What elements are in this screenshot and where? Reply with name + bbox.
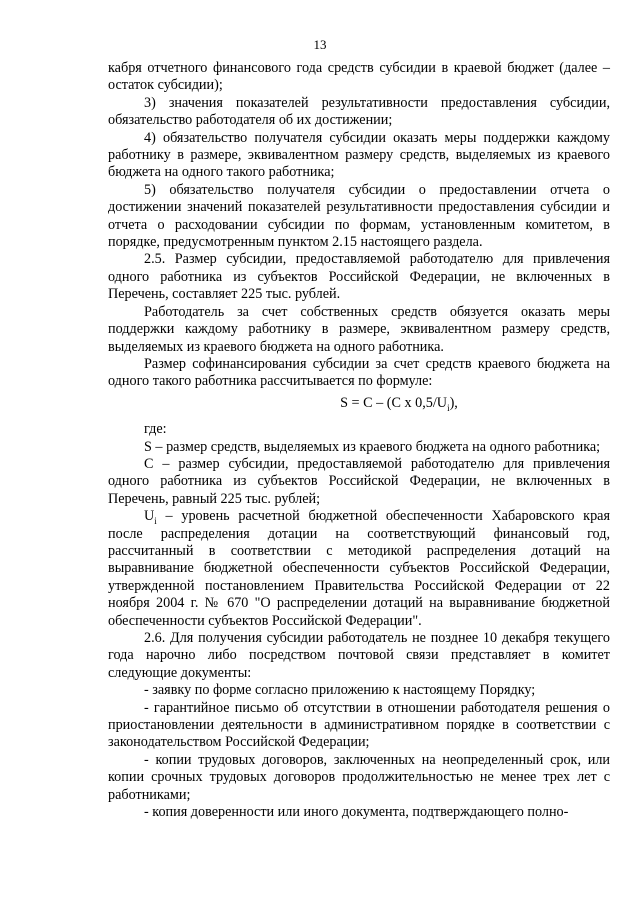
formula-main: S = C – (C x 0,5/U [340,394,448,411]
paragraph-item-3: 3) значения показателей результативности предоставления субсидии, обязательство работодателя об их достижении; [108,94,610,129]
definition-u-text: – уровень расчетной бюджетной обеспеченности Хабаровского края после распределения дотации на соответствующий финансовый год, рассчитанный в соответствии с методикой распределения дотаций на выравнивание бюджетной обеспеченности субъектов Российской Федерации, утвержденной постановлением Правительства Российской Федерации от 22 ноября 2004 г. № 670 "О распределении дотаций на выравнивание бюджетной обеспеченности субъектов Российской Федерации". [108,508,610,629]
definition-u-subscript: i [154,515,157,526]
definition-c: С – размер субсидии, предоставляемой работодателю для привлечения одного работника из субъектов Российской Федерации, не включенных в Перечень, равный 225 тыс. рублей; [108,455,610,507]
paragraph-2-6: 2.6. Для получения субсидии работодатель не позднее 10 декабря текущего года нарочно либо посредством почтовой связи представляет в комитет следующие документы: [108,630,610,681]
definition-u [108,508,610,630]
document-item-power-of-attorney: - копия доверенности или иного документа, подтверждающего полно- [144,804,569,821]
paragraph-employer-obligation: Работодатель за счет собственных средств обязуется оказать меры поддержки каждому работнику в размере, эквивалентном размеру средств, выделяемых из краевого бюджета на одного работника. [108,303,610,355]
document-body [108,60,610,821]
document-item-application: - заявку по форме согласно приложению к настоящему Порядку; [144,682,536,699]
paragraph-item-5: 5) обязательство получателя субсидии о предоставлении отчета о достижении значений показателей результативности предоставления субсидии и отчета о расходовании субсидии по формам, установленным комитетом, в порядке, предусмотренным пунктом 2.15 настоящего раздела. [108,181,610,251]
formula-tail: ), [449,394,458,411]
page-number: 13 [313,37,327,52]
definition-s: S – размер средств, выделяемых из краевого бюджета на одного работника; [144,438,601,455]
where-label: где: [144,421,167,438]
paragraph-item-4: 4) обязательство получателя субсидии оказать меры поддержки каждому работнику в размере, эквивалентном размеру средств, выделяемых из краевого бюджета на одного такого работника; [108,129,610,181]
document-item-guarantee-letter: - гарантийное письмо об отсутствии в отношении работодателя решения о приостановлении деятельности в административном порядке в соответствии с законодательством Российской Федерации; [108,699,610,751]
paragraph-cofinancing: Размер софинансирования субсидии за счет средств краевого бюджета на одного такого работника рассчитывается по формуле: [108,355,610,390]
formula-subscript: i [447,402,450,413]
paragraph-continuation: кабря отчетного финансового года средств субсидии в краевой бюджет (далее – остаток субсидии); [108,60,610,94]
document-item-employment-contracts: - копии трудовых договоров, заключенных на неопределенный срок, или копии срочных трудовых договоров продолжительностью не менее трех лет с работниками; [108,751,610,803]
formula [188,395,610,412]
paragraph-2-5: 2.5. Размер субсидии, предоставляемой работодателю для привлечения одного работника из субъектов Российской Федерации, не включенных в Перечень, составляет 225 тыс. рублей. [108,251,610,303]
definition-u-symbol: U [144,508,155,525]
